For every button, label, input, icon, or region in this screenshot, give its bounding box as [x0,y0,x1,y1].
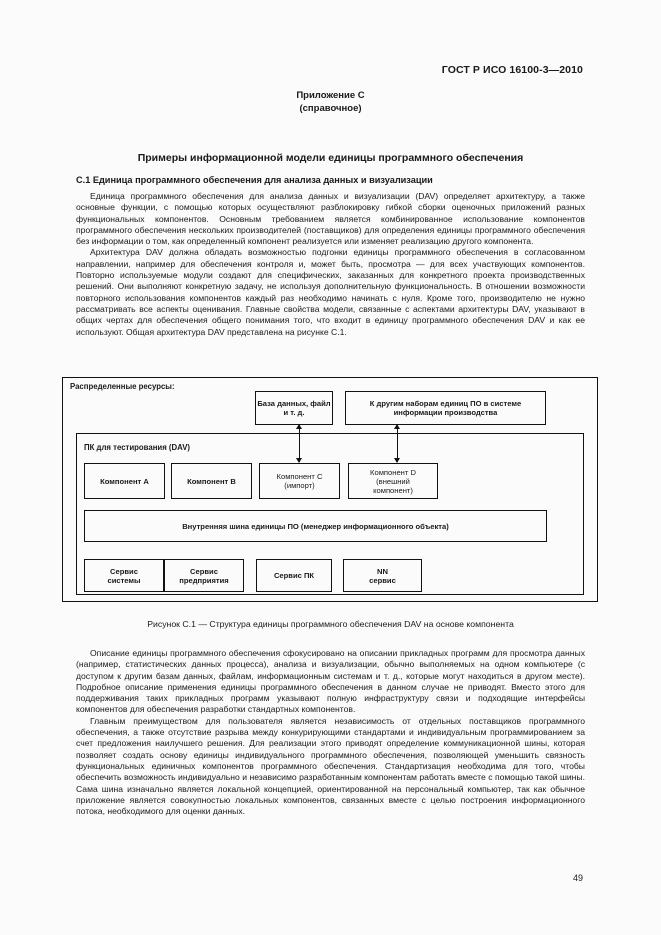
paragraph: Главным преимуществом для пользователя является независимость от отдельных поставщиков программного обеспечения, а также отсутствие разрыва между конкурирующими стандартами и индивидуальным программированием за счет предложения наилучшего решения. Для реализации этого приводят определение коммуникационной шины, которая позволяет создать основу единицы индивидуального программного обеспечения, позволяющей уменьшить связность функциональных единичных компонентов программного обеспечения. Стандартизация необходима для того, чтобы обеспечить возможность индивидуально и независимо разработанным компонентам работать вместе с помощью такой шины. Сама шина изначально является локальной концепцией, ориентированной на персональный компьютер, так как обычное приложение является совокупностью локальных компонентов, связанных вместе с целью построения информационного потока, необходимого для оценки данных. [76,715,585,817]
paragraph: Архитектура DAV должна обладать возможностью подгонки единицы программного обеспечения в согласованном направлении, например для обеспечения контроля и, может быть, просмотра — для всех участвующих компонентов. Повторно используемые модули создают для специфических, заказанных для конкретного проекта производственных решений. Они выполняют конкретную задачу, не используя дополнительную функциональность. В отношении возможности повторного использования компонентов каждый раз необходимо начинать с нуля. Кроме того, производителю не нужно рассматривать все аспекты оценивания. Главные свойства модели, связанные с аспектами архитектуры DAV, указывают в общих чертах для обеспечения общего понимания того, что входит в единицу программного обеспечения DAV и как ее используют. Общая архитектура DAV представлена на рисунке С.1. [76,247,585,337]
paragraph: Описание единицы программного обеспечения сфокусировано на описании прикладных программ для просмотра данных (например, статистических данных процесса), анализа и визуализации, обычно выполняемых на одном компьютере (с доступом к другим базам данных, файлам, информационным системам и т. д., которые могут находиться в другом месте). Подробное описание применения единицы программного обеспечения в данном случае не приводят. Вместо этого для поддерживания таких прикладных программ указывают полную инфраструктуру связи и подходящие интерфейсы компонентов для обеспечения разработки стандартных компонентов. [76,648,585,715]
page-number: 49 [572,873,583,883]
test-pc-label: ПК для тестирования (DAV) [84,443,190,452]
paragraph: Единица программного обеспечения для анализа данных и визуализации (DAV) определяет архитектуру, а также основные функции, с помощью которых осуществляют разблокировку гибкой сборки оценочных приложений разных функциональных компонентов. Основным требованием является комбинированное использование компонентов программного обеспечения нескольких производителей (поставщиков) для определения единицы программного обеспечения без информации о том, как определенный компонент реализуется или изменяет реализацию другого компонента. [76,191,585,247]
annex-subtitle: (справочное) [299,103,362,114]
pc-service-box: Сервис ПК [256,559,332,592]
other-software-sets-box: К другим наборам единиц ПО в системе информации производства [345,391,546,425]
distributed-resources-label: Распределенные ресурсы: [70,382,175,391]
document-id-header: ГОСТ Р ИСО 16100-3—2010 [441,64,583,76]
component-d-box: Компонент D (внешний компонент) [348,463,438,499]
body-text-top [76,191,585,338]
figure-caption: Рисунок С.1 — Структура единицы программного обеспечения DAV на основе компонента [147,619,514,629]
nn-service-box: NN сервис [343,559,422,592]
double-arrow-icon [299,425,300,462]
body-text-bottom [76,648,585,817]
internal-bus-box: Внутренняя шина единицы ПО (менеджер информационного объекта) [84,510,547,542]
system-service-box: Сервис системы [84,559,164,592]
component-b-box: Компонент В [171,463,252,499]
figure-diagram [62,377,598,602]
section-heading: С.1 Единица программного обеспечения для анализа данных и визуализации [76,175,433,185]
component-a-box: Компонент А [84,463,165,499]
database-box: База данных, файл и т. д. [255,391,333,425]
annex-title: Приложение С [296,90,365,101]
annex-heading: Примеры информационной модели единицы программного обеспечения [137,152,524,164]
component-c-box: Компонент С (импорт) [259,463,340,499]
double-arrow-icon [397,425,398,462]
enterprise-service-box: Сервис предприятия [164,559,244,592]
